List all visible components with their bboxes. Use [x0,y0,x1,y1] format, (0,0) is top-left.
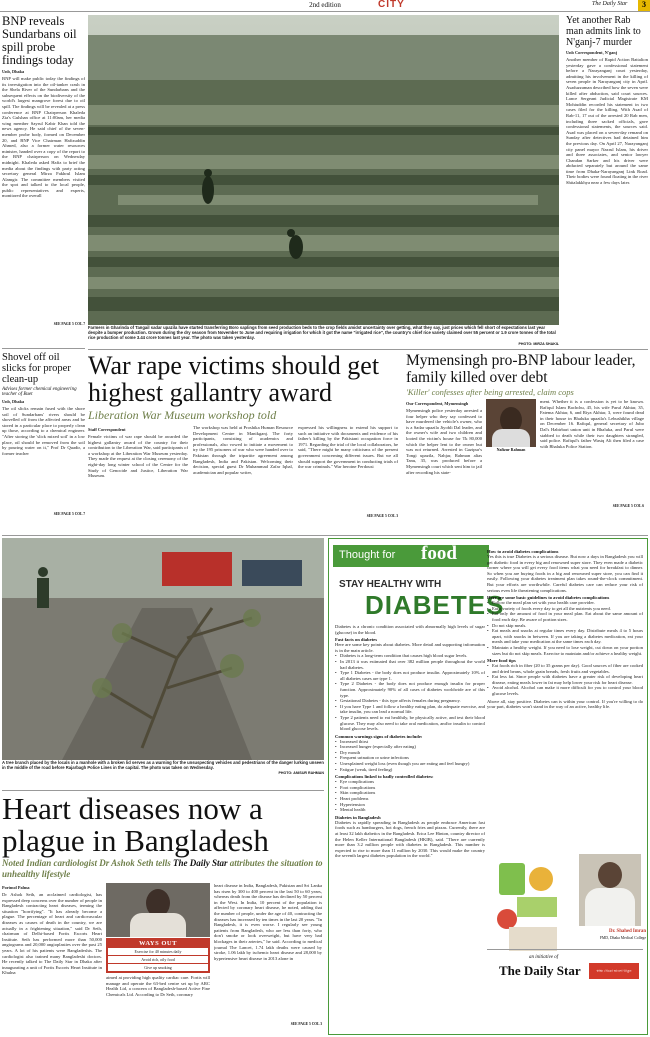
masthead-small: The Daily Star [592,1,628,7]
fact-item: • If you have Type 1 and follow a healthy eating plan, do adequate exercise, and take insulin, you can lead a normal life. [335,704,485,715]
tip-item: • Maintain a healthy weight. If you need to lose weight, cut down on your portion sizes but do not skip meals. Exercise to maintain and/or achieve a healthy weight. [487,645,643,656]
masthead-inline: The Daily Star [172,858,228,868]
doctor-photo [579,854,641,926]
tip-item: • Eat a variety of foods every day to get all the nutrients you need. [487,606,643,612]
intro-text: Diabetes is a chronic condition associated with abnormally high levels of sugar (glucose) in the blood. [335,624,485,635]
ways-out-box [106,938,210,973]
food-col-right [487,549,643,859]
headline[interactable]: Heart diseases now a plague in Bangladesh [2,793,269,858]
article-body-col1: Dr Ashok Seth, an acclaimed cardiologist, has expressed deep concerns over the number of people in Bangladesh contracting heart diseases, terming the situation "horrifying". "It has already become a plague. The percentage of heart and cardiovascular diseases as causes of death in the country, we are actually in a frightening situation," said Dr Seth, chairman of Delhi-based Fortis Escorts Heart Institute. Seth has performed more than 50,000 angiograms and 20,000 angioplasties over the past 25 years. A lot of his patients were Bangladeshis. The cardiologist also trained many Bangladeshi doctors. He recently talked to The Daily Star in Dhaka after inaugurating a unit of Fortis Escorts Heart Institute in Khulna [2,892,102,976]
ways-out-item: Exercise for 40 minutes daily [108,948,208,955]
continued-label[interactable]: SEE PAGE 5 COL 3 [366,514,398,518]
continued-label[interactable]: SEE PAGE 5 COL 3 [290,1022,322,1026]
photo-caption: Farmers in Gharinda of Tangail sadar upazila have started transferring Boro saplings from seed production beds to the crop fields amidst uncertainty over getting, what they say, just prices which fell short of expectations last year despite a bumper production. Grown during the dry season from November to June and requiring irrigation for which it got the name "irrigated rice", the country's chief rice variety claimed over 55 percent or 1.9 crore tonnes of the total rice production of some 3.44 crore tonnes last year. The photo was taken yesterday. [88,325,556,340]
photo-label: Nafizur Rahman [496,447,526,452]
food-col-left [335,624,485,1032]
complications-title: Complications linked to badly controlled diabetes: [335,774,434,780]
byline: Staff Correspondent [88,427,126,432]
article-body-col3: expressed his willingness to extend his support to such an initiative with documents and evidence of his father's killing by the Pakistani occupation force in 1971. Regarding the trial of the local collaborators, he said, "There might be many criticisms of the present government concerning different issues. But we all should support the government in conducting trials of the war criminals." War heroine Ferdousi [298,425,398,470]
photo-credit: PHOTO: ANISUR RAHMAN [278,771,324,775]
portrait-photo-seth [106,883,210,937]
divider [88,349,648,350]
warning-item: • Increased thirst [335,739,485,745]
headline[interactable]: Shovel off oil slicks for proper clean-up [2,352,71,385]
story-shovel [2,352,85,532]
avoid-body: Yes this is true Diabetes is a serious disease. But now a days in Bangladesh you will get diabetic food in every big and renowned super store. They even made a diabetic corner where you will get every food items what you need for breakfast to dinner. So when you are buying foods in a big and renowned super store, you can find it easily. Following your diabetes treatment plan takes round-the-clock commitment. But your efforts are worthwhile. Careful diabetes care can reduce your risk of serious even life threatening complications. [487,554,643,593]
photo-tree-branch [2,538,324,760]
warning-item: • Unexplained weight loss (even though you are eating and feel hungry) [335,761,485,767]
closing-text: Above all, stay positive. Diabetes can is within your control. If you're willing to do your part, diabetes won't stand in the way of an active, healthy life. [487,698,643,710]
fact-item: • Gestational Diabetes - this type affects females during pregnancy. [335,698,485,704]
page-number: 3 [638,0,650,11]
more-tip-item: • Eat less fat. Since people with diabetes have a greater risk of developing heart disease, eating meals lower in fat may help lower your risk for heart disease. [487,674,643,685]
facts-title: Fast facts on diabetes [335,637,377,643]
story-rab [566,15,648,345]
initiative-label: an initiative of [529,955,559,960]
portrait-photo [486,399,536,447]
divider [2,790,324,791]
photo-caption-block [2,760,324,788]
thought-for-food-box [328,538,648,1035]
photo-caption-block [88,325,559,346]
article-body-col2: The workshop was held at Proshika Human Resource Development Centre in Manikganj. The forty participants, consisting of academics and professionals, also vowed to initiate a movement to try the 195 prisoners of war who were handed over to Pakistan through the tripartite agreement among Bangladesh, India and Pakistan. Welcoming their decision, special guest Dr Muhammad Zafar Iqbal, academician and popular writer, [193,425,293,475]
ways-out-item: Give up smoking [108,964,208,971]
photo-caption: A tree branch placed by the locals in a manhole with a broken lid serves as a warning for the unsuspecting vehicles and pedestrians of the danger lurking unseen in the middle of the road before Rajarbagh Police Lines in the capital. The photo was taken on Wednesday. [2,760,324,770]
headline[interactable]: Mymensingh pro-BNP labour leader, family killed over debt [406,352,636,386]
story-war-rape [88,352,398,537]
ways-out-item: Avoid rich, oily food [108,956,208,963]
article-body: BNP will make public today the findings of its investigation into the oil-tanker crash in the Shela River of the Sundarbans and the subsequent effects on the biodiversity of the world's largest mangrove forest due to oil spill. The findings will be revealed at a press conference at BNP Chairperson Khaleda Zia's Gulshan office at 11:00am, her media wing member Sayrul Kabir Khan told the news agency. He said chief of the seven-member probe body, formed on December 20, and BNP Vice Chairman Hafizuddin Ahmed, also a former water resources minister, handed over a copy of the report to the BNP chairperson on Wednesday midnight. Khaleda asked Hafiz to brief the media about the findings with party acting secretary general Mirza Fakhrul Islam Alamgir. The committee members visited the spot and talked to the local people, public representatives and experts, monitored the overall [2,76,85,199]
subheadline: Liberation War Museum workshop told [88,408,277,422]
more-tips-title: More food tips [487,658,516,664]
byline: Porimol Palma [2,885,30,890]
subheadline: 'Killer' confesses after being arrested, claim cops [406,387,574,397]
complication-item: • Foot complications [335,785,485,791]
more-tip-item: • Eat foods rich in fiber (20 to 35 grams per day). Good sources of fiber are cooked and dried beans, whole grain breads, fresh fruits and vegetables. [487,663,643,674]
photo-credit: PHOTO: MIRZA SHAKIL [518,342,559,346]
byline: Unb, Dhaka [2,399,25,404]
subheadline-part-a: Noted Indian cardiologist Dr Ashok Seth tells [2,858,171,868]
continued-label[interactable]: SEE PAGE 5 COL 7 [53,322,85,326]
warnings-title: Common warnings signs of diabetes include: [335,733,423,739]
article-body: The oil slicks remain fused with the shore soil of Sundarbans' rivers should be shovelled off from the affected areas and be stored in a particular place to properly clean up those, according to a chemical engineer. "After storing the 'slick mixed soil' in a low place, oil should be removed from the soil by pouring water on it," Prof Dr Quadir, a former teacher [2,406,85,456]
story-mymensingh [406,352,648,537]
subheadline: Advises former chemical engineering teacher of Buet [2,387,77,397]
byline: Our Correspondent, Mymensingh [406,401,469,406]
continued-label[interactable]: SEE PAGE 5 COL 6 [612,504,644,508]
complication-item: • Hypertension [335,802,485,808]
banner-text-b: food [421,543,457,564]
section-label: CITY [378,0,405,10]
fact-item: • Type 1 Diabetes - the body does not produce insulin. Approximately 10% of all diabetes cases are type 1. [335,670,485,681]
tips-title: Here are some basic guidelines to avoid diabetes complications [487,595,610,601]
sponsor-logo[interactable]: The Daily Star [499,963,581,978]
food-illustration [489,857,571,955]
tip-item: • Follow the meal plan set with your health care provider. [487,600,643,606]
warning-item: • Fatigue (weak, tired feeling) [335,767,485,773]
doctor-title: FMD, Dhaka Medical College [599,936,646,940]
tips-list [487,600,643,656]
headline[interactable]: War rape victims should get highest gallantry award [88,352,380,407]
facts-intro: Here are some key points about diabetes. More detail and supporting information is in the main article. [335,642,485,653]
complication-item: • Heart problems [335,796,485,802]
bangladesh-body: Diabetes is rapidly spreading in Bangladesh as people embrace American fast foods such as hamburgers, hot dogs, french fries and pizzas. Currently, there are at least 32 lakh diabetics in the Bangladesh. Erica Lee Hinton, country director of the Helen Keller International Bangladesh (HKIB), said. "There are currently more than 3.2 million people with diabetes in Bangladesh. This number is expected to rise to more than 11 million by 2030. This would make the country the seventh largest diabetes population in the world." [335,819,485,859]
fact-item: • Diabetes is a long-term condition that causes high blood sugar levels. [335,653,485,659]
fact-item: • Type 2 patients need to eat healthily, be physically active, and test their blood glucose. They may also need to take oral medication, and/or insulin to control blood glucose levels. [335,715,485,732]
headline[interactable]: Yet another Rab man admits link to N'ganj-7 murder [566,15,641,48]
divider [2,535,648,536]
warning-item: • Increased hunger (especially after eating) [335,744,485,750]
heading-b: DIABETES [365,590,505,620]
edition-label: 2nd edition [309,1,341,9]
divider [487,949,643,950]
complication-item: • Mental health [335,807,485,813]
farmers-photo [88,15,559,325]
complication-item: • Skin complications [335,790,485,796]
complication-item: • Eye complications [335,779,485,785]
facts-list [335,653,485,731]
article-body-col1: Mymensingh police yesterday arrested a four helper who they say confessed to have murdered the vehicle's owner, who is a Sadar upazila Jiyobli Dal leader, and the owner's wife and two children and looted the victim's house for Tk 80,000 which the helper lent to the owner but was not returned. Arrested in Gazipur's Tongi upazila, Nahjar, Rahman alias Tanu, 35, was produced before a Mymensingh court which sent him to jail after recording his state- [406,408,482,475]
ways-out-title: WAYS OUT [139,940,177,947]
page-header [0,0,650,12]
street-photo [2,538,324,760]
more-tip-item: • Avoid alcohol. Alcohol can make it more difficult for you to control your blood glucose levels. [487,685,643,696]
heading-a: STAY HEALTHY WITH [339,579,442,590]
warning-item: • Frequent urination or urine infections [335,755,485,761]
article-body-col2: ment. Whether it is a confession is yet to be known. Rafiqul Islam Bachchu, 45, his wife Parul Akhtar, 35, Fatema Akhtar, 6, and Riya Akhtar, 3, were found dead in their house in Bhaluka upazila's Lebushikha village on December 16. Rafiqul, general secretary of Jubo Dal's Habirbari union unit in Bhaluka, and Parul were stabbed to death while their two daughters strangled, said police. Rafiqul's father Wasiq Ali then filed a case with Bhaluka Police Station. [540,399,644,449]
article-body: Another member of Rapid Action Battalion yesterday gave a confessional statement before a Narayanganj court yesterday, admitting his involvement in the killing of seven people in Narayanganj city in April. Asaduzzaman described how the seven were killed after abduction, said court sources. Lance Sergeant Judicial Magistrate KM Mohiuddin recorded his statement in two cases filed for the killing. With Asad of Rab-11, 17 out of the arrested 20 Rab men, including three sacked officials, gave confessional statements, the sources said. Asad was placed on a seven-day remand on Sunday after detectives had detained him the previous day. On April 27, Narayanganj city panel mayor Nazrul Islam, his driver and three associates, and senior lawyer Chandan Sarker and his driver were abducted separately but around the same time from Dhaka-Narayanganj Link Road. Their bodies were found floating in the river Shitalakkhya near a few days later. [566,57,648,186]
fact-item: • Type 2 Diabetes - the body does not produce enough insulin for proper function. Approximately 90% of all cases of diabetes worldwide are of this type. [335,681,485,698]
bangladesh-title: Diabetes in Bangladesh [335,814,381,820]
banner-text-a: Thought for [339,549,396,561]
story-heart-diseases [2,793,324,1035]
article-body-col1: Female victims of war rape should be awarded the highest gallantry award of the country for their contribution to the Liberation War, said participants of a workshop at the Liberation War Museum yesterday. They made the request at the closing ceremony of the eight-day long winter school of the Centre for the Study of Genocide and Justice, Liberation War Museum. [88,434,188,479]
story-sundarbans [2,15,85,345]
headline[interactable]: BNP reveals Sundarbans oil spill probe findings today [2,15,77,67]
fact-item: • In 2013 it was estimated that over 382 million people throughout the world had diabetes. [335,659,485,670]
doctor-name: Dr. Shahed Imran [608,929,646,934]
complications-list [335,779,485,813]
more-tips-list [487,663,643,697]
byline: Unb, Dhaka [2,69,25,74]
article-body-col2: aimed at providing high quality cardiac care. Fortis will manage and operate the 63-bed centre set up by ARC Health Ltd, a concern of Bangladesh-based Active Fine Chemicals Ltd. According to Dr Seth, coronary [106,975,210,997]
subheadline [2,858,324,880]
tip-item: • Do not skip meals. [487,623,643,629]
warnings-list [335,739,485,773]
byline: Unb Correspondent, N'ganj [566,50,618,55]
subheadline-part-b: attributes the situation to unhealthy lifestyle [2,858,323,879]
sponsor-badge: স্বাস্থ্য খেকো ভালো থাকুন [589,963,639,979]
tip-item: • Eat only the amount of food in your meal plan. Eat about the same amount of food each day. Be aware of portion sizes. [487,611,643,622]
food-banner [333,545,489,567]
photo-farmers [88,15,559,325]
article-body-col3: heart disease in India, Bangladesh, Pakistan and Sri Lanka has risen by 300 to 400 percent in the last 50 to 60 years, whereas death from the disease has declined by 50 percent in the West. In India, 10 percent of the population is affected by coronary heart disease, he noted, adding that the number of people, under the age of 40, contracting the diseases has increased by ten times in the last 20 years. "In Bangladesh, it is even worse. I regularly see young patients from Bangladesh, who are less than forty, who don't smoke or look overweight, but have very bad blockages in their arteries," he said. According to medical journal The Lancet, 1.74 lakh deaths were caused by stroke, 1.06 lakh by ischemic heart disease and 28,000 by hypertensive heart disease in 2013 alone in [214,883,322,961]
warning-item: • Dry mouth [335,750,485,756]
avoid-title: How to avoid diabetes complications [487,549,559,554]
tip-item: • Eat meals and snacks at regular times every day. Distribute meals 4 to 5 hours apart, with snacks in between. If you are taking a diabetes medication, eat your meals and take your medication at the same times each day. [487,628,643,645]
continued-label[interactable]: SEE PAGE 5 COL 7 [53,512,85,516]
divider [2,348,85,349]
